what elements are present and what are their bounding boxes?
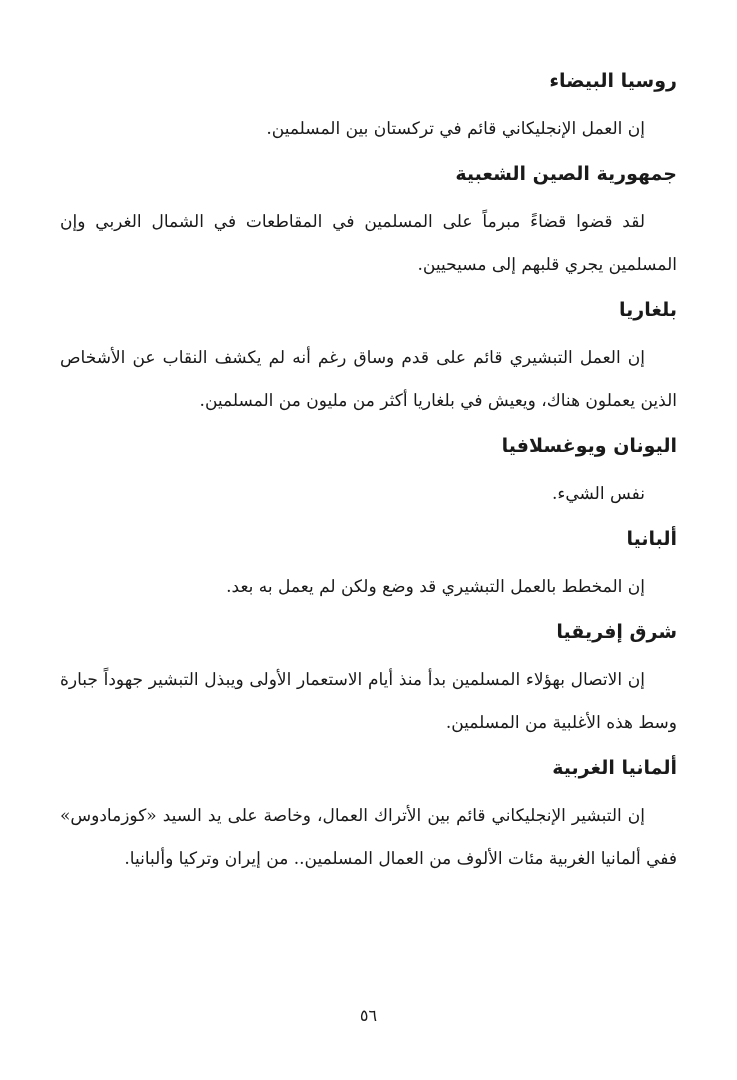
- section-east-africa: [60, 617, 677, 745]
- section-heading: اليونان ويوغسلافيا: [501, 435, 677, 457]
- page-number: ٥٦: [359, 1006, 378, 1025]
- section-paragraph: إن التبشير الإنجليكاني قائم بين الأتراك العمال، وخاصة على يد السيد «كوزمادوس» ففي ألمانيا الغربية مئات الألوف من العمال المسلمين.. من إيران وتركيا وألبانيا.: [60, 806, 677, 869]
- section-heading: شرق إفريقيا: [556, 621, 677, 643]
- section-bulgaria: [60, 295, 677, 423]
- section-greece-yugoslavia: [60, 431, 677, 516]
- section-paragraph: إن العمل التبشيري قائم على قدم وساق رغم أنه لم يكشف النقاب عن الأشخاص الذين يعملون هناك، ويعيش في بلغاريا أكثر من مليون من المسلمين.: [60, 348, 677, 411]
- page-content: [60, 66, 677, 889]
- section-heading: ألبانيا: [626, 528, 677, 550]
- section-heading: بلغاريا: [619, 299, 677, 321]
- section-paragraph: لقد قضوا قضاءً مبرماً على المسلمين في المقاطعات في الشمال الغربي وإن المسلمين يجري قلبهم إلى مسيحيين.: [60, 212, 677, 275]
- section-heading: ألمانيا الغربية: [552, 757, 677, 779]
- section-paragraph: إن المخطط بالعمل التبشيري قد وضع ولكن لم يعمل به بعد.: [226, 577, 645, 597]
- section-paragraph: إن العمل الإنجليكاني قائم في تركستان بين المسلمين.: [266, 119, 645, 139]
- section-heading: جمهورية الصين الشعبية: [455, 163, 677, 185]
- section-paragraph: نفس الشيء.: [551, 484, 645, 504]
- section-west-germany: [60, 753, 677, 881]
- section-heading: روسيا البيضاء: [549, 70, 677, 92]
- section-paragraph: إن الاتصال بهؤلاء المسلمين بدأ منذ أيام الاستعمار الأولى ويبذل التبشير جهوداً جبارة وسط هذه الأغلبية من المسلمين.: [60, 670, 677, 733]
- section-china: [60, 159, 677, 287]
- section-belarus: [60, 66, 677, 151]
- section-albania: [60, 524, 677, 609]
